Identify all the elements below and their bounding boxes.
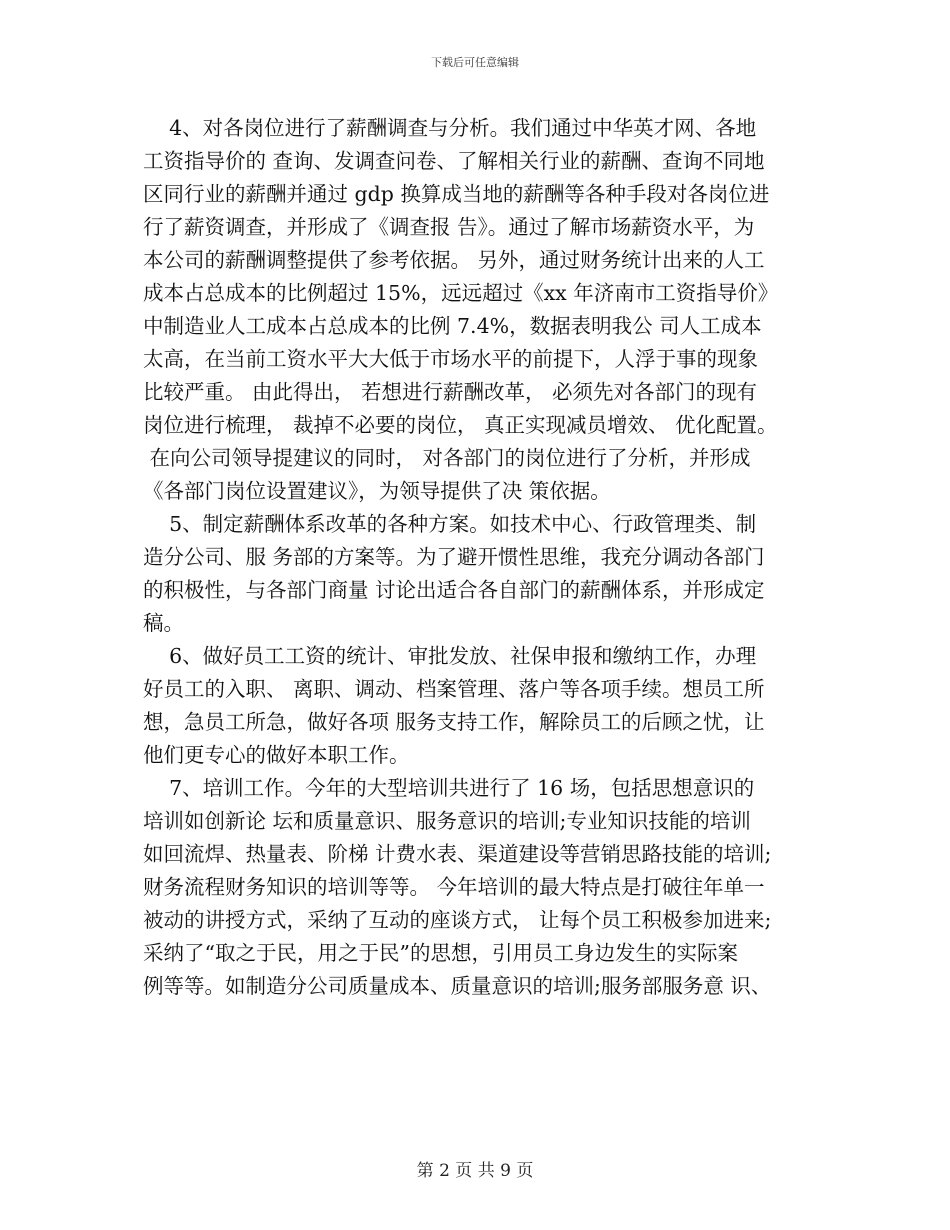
text-line: 被动的讲授方式，采纳了互动的座谈方式， 让每个员工积极参加进来; [143,908,772,932]
text-line: 《各部门岗位设置建议》，为领导提供了决 策依据。 [143,479,611,503]
text-line: 岗位进行梳理， 裁掉不必要的岗位， 真正实现减员增效、 优化配置。 [143,413,778,437]
text-line: 5、制定薪酬体系改革的各种方案。如技术中心、行政管理类、制 [143,512,757,536]
text-line: 中制造业人工成本占总成本的比例 7.4%，数据表明我公 司人工成本 [143,314,762,338]
text-line: 的积极性，与各部门商量 讨论出适合各自部门的薪酬体系，并形成定 [143,578,765,602]
text-line: 培训如创新论 坛和质量意识、服务意识的培训;专业知识技能的培训 [143,809,751,833]
text-line: 行了薪资调查，并形成了《调查报 告》。通过了解市场薪资水平，为 [143,215,755,239]
text-line: 在向公司领导提建议的同时， 对各部门的岗位进行了分析，并形成 [143,446,751,470]
page-footer: 第 2 页 共 9 页 [416,1161,534,1181]
text-line: 好员工的入职、 离职、调动、档案管理、落户等各项手续。想员工所 [143,677,765,701]
text-line: 他们更专心的做好本职工作。 [143,743,410,767]
text-line: 6、做好员工工资的统计、审批发放、社保申报和缴纳工作，办理 [143,644,757,668]
text-line: 比较严重。 由此得出， 若想进行薪酬改革， 必须先对各部门的现有 [143,380,758,404]
paragraph-4 [143,112,815,508]
page-header: 下载后可任意编辑 [431,56,519,69]
text-line: 4、对各岗位进行了薪酬调查与分析。我们通过中华英才网、各地 [143,116,757,140]
text-line: 采纳了“取之于民，用之于民”的思想，引用员工身边发生的实际案 [143,941,738,965]
text-line: 7、培训工作。今年的大型培训共进行了 16 场，包括思想意识的 [143,776,755,800]
paragraph-5 [143,508,815,640]
text-line: 例等等。如制造分公司质量成本、质量意识的培训;服务部服务意 识、 [143,974,772,998]
text-line: 工资指导价的 查询、发调查问卷、了解相关行业的薪酬、查询不同地 [143,149,765,173]
text-line: 区同行业的薪酬并通过 gdp 换算成当地的薪酬等各种手段对各岗位进 [143,182,770,206]
text-line: 造分公司、服 务部的方案等。为了避开惯性思维，我充分调动各部门 [143,545,765,569]
text-line: 想，急员工所急，做好各项 服务支持工作，解除员工的后顾之忧，让 [143,710,765,734]
text-line: 成本占总成本的比例超过 15%，远远超过《xx 年济南市工资指导价》 [143,281,779,305]
text-line: 稿。 [143,611,184,635]
text-line: 财务流程财务知识的培训等等。 今年培训的最大特点是打破往年单一 [143,875,765,899]
document-body [143,112,815,1003]
text-line: 太高，在当前工资水平大大低于市场水平的前提下，人浮于事的现象 [143,347,758,371]
paragraph-6 [143,640,815,772]
text-line: 本公司的薪酬调整提供了参考依据。 另外，通过财务统计出来的人工 [143,248,765,272]
paragraph-7 [143,772,815,1003]
text-line: 如回流焊、热量表、阶梯 计费水表、渠道建设等营销思路技能的培训; [143,842,772,866]
